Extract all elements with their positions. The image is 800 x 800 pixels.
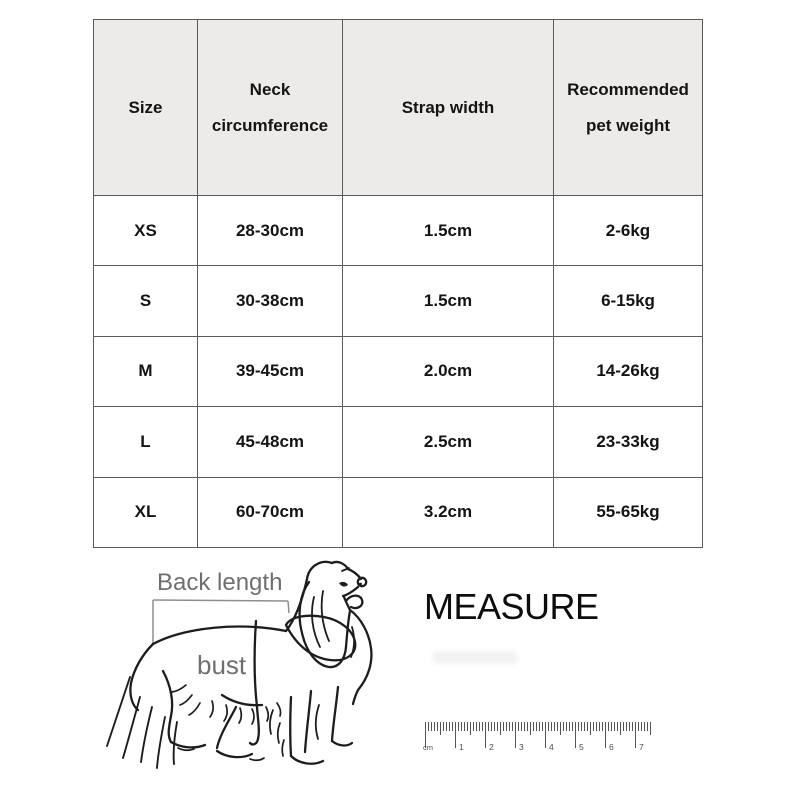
cell-size: XL	[94, 477, 198, 547]
faint-watermark-smudge	[432, 651, 518, 664]
cell-neck: 60-70cm	[198, 477, 343, 547]
cell-neck: 28-30cm	[198, 196, 343, 266]
cell-strap: 2.0cm	[343, 336, 554, 406]
cell-size: M	[94, 336, 198, 406]
cell-neck: 45-48cm	[198, 407, 343, 477]
table-row-s	[94, 266, 703, 336]
cell-strap: 3.2cm	[343, 477, 554, 547]
ruler-number-3: 3	[519, 742, 524, 752]
table-row-l	[94, 407, 703, 477]
cell-weight: 55-65kg	[554, 477, 703, 547]
bust-label: bust	[197, 650, 247, 680]
cell-neck: 30-38cm	[198, 266, 343, 336]
cell-weight: 14-26kg	[554, 336, 703, 406]
header-cell-neck-circumference: Neck circumference	[198, 20, 343, 196]
measure-title: MEASURE	[424, 586, 599, 627]
ruler-unit-label: cm	[423, 743, 433, 752]
ruler-number-4: 4	[549, 742, 554, 752]
back-length-bracket	[153, 600, 289, 644]
ruler-number-2: 2	[489, 742, 494, 752]
table-row-xs	[94, 196, 703, 266]
cell-strap: 2.5cm	[343, 407, 554, 477]
ruler-number-7: 7	[639, 742, 644, 752]
ruler-number-1: 1	[459, 742, 464, 752]
cell-size: XS	[94, 196, 198, 266]
table-header-row	[94, 20, 703, 196]
cell-neck: 39-45cm	[198, 336, 343, 406]
cell-strap: 1.5cm	[343, 196, 554, 266]
header-cell-recommended-pet-weight: Recommended pet weight	[554, 20, 703, 196]
header-cell-size: Size	[94, 20, 198, 196]
header-cell-strap-width: Strap width	[343, 20, 554, 196]
cell-weight: 23-33kg	[554, 407, 703, 477]
cell-weight: 2-6kg	[554, 196, 703, 266]
cell-size: L	[94, 407, 198, 477]
cell-size: S	[94, 266, 198, 336]
cell-weight: 6-15kg	[554, 266, 703, 336]
table-row-xl	[94, 477, 703, 547]
ruler-number-6: 6	[609, 742, 614, 752]
back-length-label: Back length	[157, 569, 283, 596]
ruler-graphic	[421, 719, 659, 757]
ruler-number-5: 5	[579, 742, 584, 752]
size-chart-table	[93, 19, 703, 548]
table-row-m	[94, 336, 703, 406]
cell-strap: 1.5cm	[343, 266, 554, 336]
